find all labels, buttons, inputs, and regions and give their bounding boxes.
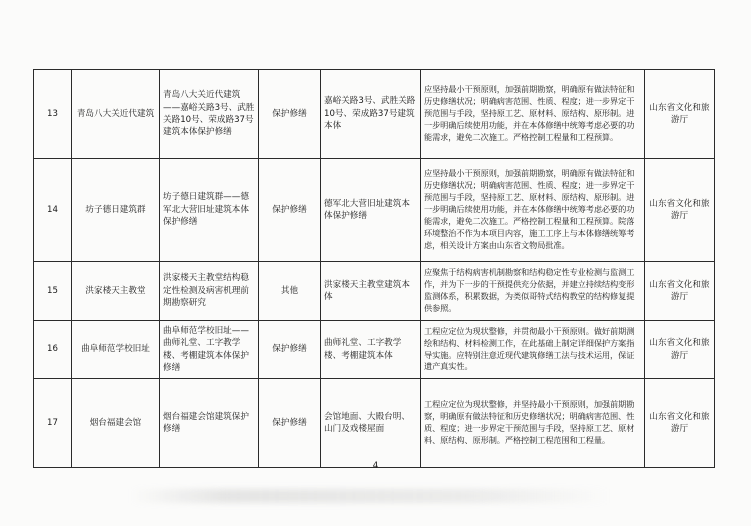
responsible-department: 山东省文化和旅游厅 [645, 159, 715, 262]
project-table [33, 69, 715, 468]
project-name: 洪家楼天主教堂结构稳定性检测及病害机理前期勘察研究 [160, 262, 259, 321]
row-number: 17 [34, 379, 72, 468]
responsible-department: 山东省文化和旅游厅 [645, 70, 715, 159]
project-requirements: 工程应定位为现状整修，并贯彻最小干预原则。做好前期测绘和结构、材料检测工作，在此基础上制定详细保护方案指导实施。应特别注意近现代建筑修缮工法与技术运用，保证遗产真实性。 [421, 321, 645, 379]
project-name: 曲阜师范学校旧址——曲师礼堂、工字教学楼、考棚建筑本体保护修缮 [160, 321, 259, 379]
responsible-department: 山东省文化和旅游厅 [645, 262, 715, 321]
project-scope: 会馆地面、大殿台明、山门及戏楼屋面 [321, 379, 421, 468]
project-type: 保护修缮 [259, 379, 321, 468]
table-row [34, 262, 715, 321]
project-scope: 洪家楼天主教堂建筑本体 [321, 262, 421, 321]
project-scope: 嘉峪关路3号、武胜关路10号、荣成路37号建筑本体 [321, 70, 421, 159]
project-requirements: 应坚持最小干预原则，加强前期勘察，明确原有做法特征和历史修缮状况；明确病害范围、性质、程度；进一步界定干预范围与手段，坚持原工艺、原材料、原结构、原形制。进一步明确后续使用功能，并在本体修缮中统筹考虑必要的功能需求，避免二次施工。严格控制工程量和工程预算。院落环境整治不作为本项目内容，施工工序上与本体修缮统筹考虑，相关设计方案由山东省文物局批准。 [421, 159, 645, 262]
row-number: 16 [34, 321, 72, 379]
project-type: 保护修缮 [259, 159, 321, 262]
project-scope: 德军北大营旧址建筑本体保护修缮 [321, 159, 421, 262]
project-name: 烟台福建会馆建筑保护修缮 [160, 379, 259, 468]
site-name: 烟台福建会馆 [72, 379, 160, 468]
table-row [34, 159, 715, 262]
project-requirements: 工程应定位为现状整修，并坚持最小干预原则，加强前期勘察，明确原有做法特征和历史修缮状况；明确病害范围、性质、程度；进一步界定干预范围与手段，坚持原工艺、原材料、原结构、原形制。严格控制工程范围和工程量。 [421, 379, 645, 468]
project-requirements: 应聚焦于结构病害机制勘察和结构稳定性专业检测与监测工作，并为下一步的干预提供充分依据，并建立持续结构变形监测体系，积累数据，为类似哥特式结构教堂的结构修复提供参照。 [421, 262, 645, 321]
page-number: 4 [372, 461, 379, 471]
responsible-department: 山东省文化和旅游厅 [645, 379, 715, 468]
row-number: 13 [34, 70, 72, 159]
project-scope: 曲师礼堂、工字教学楼、考棚建筑本体 [321, 321, 421, 379]
project-type: 保护修缮 [259, 321, 321, 379]
scan-smudge [130, 489, 610, 503]
project-name: 青岛八大关近代建筑——嘉峪关路3号、武胜关路10号、荣成路37号建筑本体保护修缮 [160, 70, 259, 159]
row-number: 14 [34, 159, 72, 262]
table-row [34, 379, 715, 468]
table-row [34, 321, 715, 379]
project-requirements: 应坚持最小干预原则，加强前期勘察，明确原有做法特征和历史修缮状况；明确病害范围、性质、程度；进一步界定干预范围与手段，坚持原工艺、原材料、原结构、原形制。进一步明确后续使用功能，并在本体修缮中统筹考虑必要的功能需求，避免二次施工。严格控制工程量和工程预算。 [421, 70, 645, 159]
project-name: 坊子德日建筑群——德军北大营旧址建筑本体保护修缮 [160, 159, 259, 262]
project-type: 保护修缮 [259, 70, 321, 159]
site-name: 洪家楼天主教堂 [72, 262, 160, 321]
site-name: 曲阜师范学校旧址 [72, 321, 160, 379]
table-row [34, 70, 715, 159]
site-name: 坊子德日建筑群 [72, 159, 160, 262]
site-name: 青岛八大关近代建筑 [72, 70, 160, 159]
row-number: 15 [34, 262, 72, 321]
responsible-department: 山东省文化和旅游厅 [645, 321, 715, 379]
project-type: 其他 [259, 262, 321, 321]
